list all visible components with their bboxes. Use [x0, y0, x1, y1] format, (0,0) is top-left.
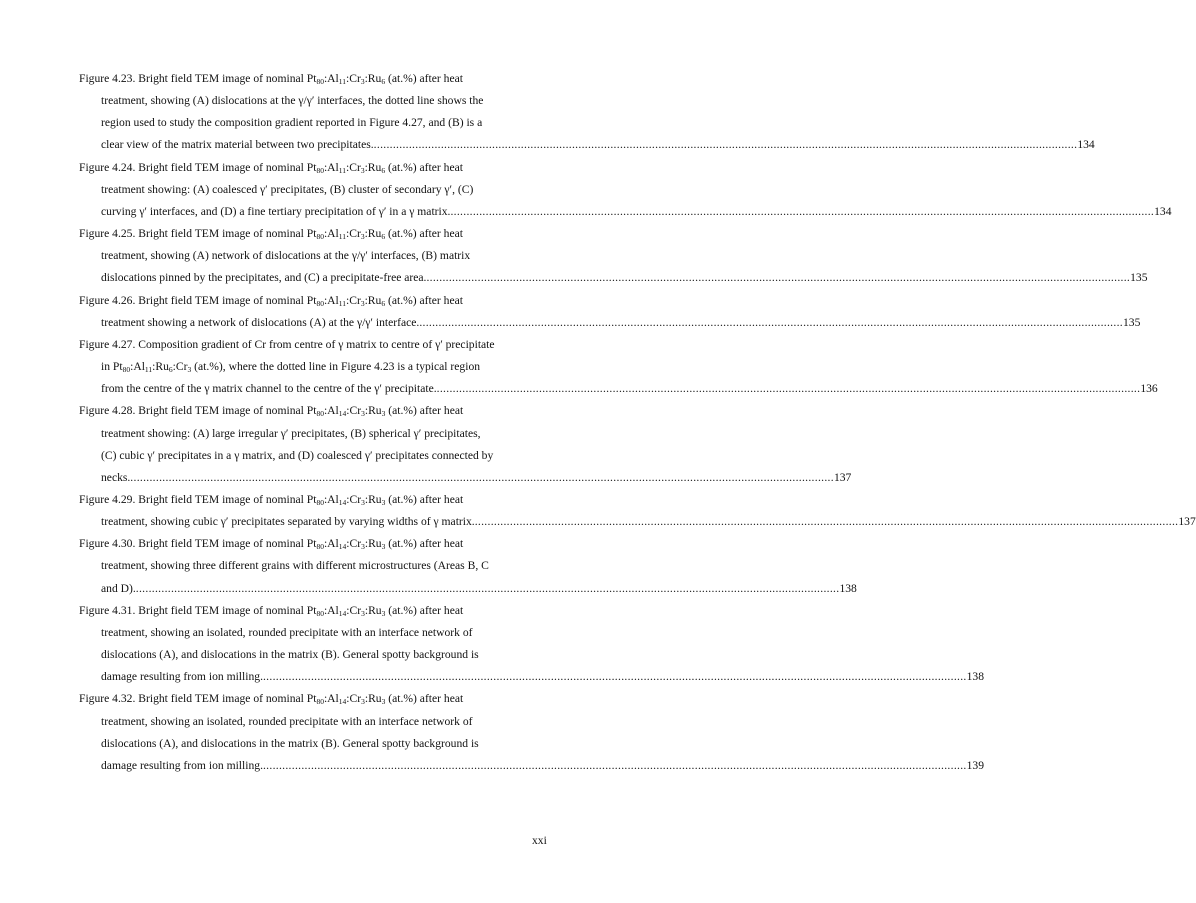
- figure-entry-line: [79, 134, 1095, 156]
- figure-entry-line: treatment showing: (A) large irregular γ′ precipitates, (B) spherical γ′ precipitates,: [101, 426, 481, 440]
- figure-entry-line: [79, 467, 852, 489]
- figure-entry-line: dislocations (A), and dislocations in the matrix (B). General spotty background is: [101, 736, 479, 750]
- figure-entry-line: treatment, showing (A) network of dislocations at the γ/γ′ interfaces, (B) matrix: [101, 249, 471, 263]
- figure-entry: [79, 600, 985, 689]
- figure-entry: [79, 68, 1095, 157]
- figure-page-ref[interactable]: 137: [833, 470, 852, 484]
- figure-entry-line: [79, 267, 1148, 289]
- dot-leader: ............................................................................................................................................................................................................................: [436, 382, 1141, 396]
- figure-entry-line: treatment, showing an isolated, rounded precipitate with an interface network of: [101, 625, 473, 639]
- figure-entry-line: dislocations (A), and dislocations in the matrix (B). General spotty background is: [101, 648, 479, 662]
- figure-entry-line: Figure 4.32. Bright field TEM image of nominal $Pt_{80}:Al_{14}:Cr_3:Ru_3$ (at.%) after heat: [79, 692, 464, 707]
- figure-entry-line: treatment, showing an isolated, rounded precipitate with an interface network of: [101, 714, 473, 728]
- figure-entry-line: [79, 666, 985, 688]
- figure-entry-line: Figure 4.25. Bright field TEM image of nominal $Pt_{80}:Al_{11}:Cr_3:Ru_6$ (at.%) after heat: [79, 227, 463, 242]
- figure-entry-text: treatment showing a network of dislocations (A) at the γ/γ′ interface.: [101, 315, 420, 329]
- figure-entry-line: (C) cubic γ′ precipitates in a γ matrix, and (D) coalesced γ′ precipitates connected by: [101, 448, 494, 462]
- dot-leader: ............................................................................................................................................................................................................................: [474, 515, 1179, 529]
- figure-entry-line: treatment, showing three different grains with different microstructures (Areas B, C: [101, 559, 489, 573]
- figure-page-ref[interactable]: 134: [1077, 138, 1095, 152]
- figure-entry-text: dislocations pinned by the precipitates, and (C) a precipitate-free area.: [101, 271, 427, 285]
- dot-leader: ............................................................................................................................................................................................................................: [262, 670, 967, 684]
- figure-entry: [79, 533, 857, 599]
- figure-entry-line: Figure 4.26. Bright field TEM image of nominal $Pt_{80}:Al_{11}:Cr_3:Ru_6$ (at.%) after heat: [79, 293, 463, 308]
- dot-leader: ............................................................................................................................................................................................................................: [262, 758, 967, 772]
- figure-entry-line: Figure 4.23. Bright field TEM image of nominal $Pt_{80}:Al_{11}:Cr_3:Ru_6$ (at.%) after heat: [79, 72, 463, 86]
- figure-entry: [79, 157, 1172, 223]
- figure-entry-line: Figure 4.27. Composition gradient of Cr from centre of γ matrix to centre of γ′ precipitate: [79, 337, 495, 351]
- figure-page-ref[interactable]: 136: [1140, 382, 1158, 396]
- page-number: xxi: [532, 834, 547, 847]
- figure-page-ref[interactable]: 138: [966, 670, 985, 684]
- figure-entry-line: treatment showing: (A) coalesced γ′ precipitates, (B) cluster of secondary γ′, (C): [101, 182, 474, 196]
- figure-entry-line: Figure 4.31. Bright field TEM image of nominal $Pt_{80}:Al_{14}:Cr_3:Ru_3$ (at.%) after heat: [79, 603, 464, 618]
- figure-entry-text: clear view of the matrix material between two precipitates.: [101, 138, 374, 152]
- figure-entry-line: [79, 578, 857, 600]
- figure-entry-line: in $Pt_{80}:Al_{11}:Ru_6:Cr_3$ (at.%), where the dotted line in Figure 4.23 is a typical region: [101, 360, 481, 375]
- figure-entry-text: treatment, showing cubic γ′ precipitates separated by varying widths of γ matrix.: [101, 515, 475, 529]
- figure-entry-text: from the centre of the γ matrix channel to the centre of the γ′ precipitate.: [101, 382, 437, 396]
- figure-entry-line: Figure 4.28. Bright field TEM image of nominal $Pt_{80}:Al_{14}:Cr_3:Ru_3$ (at.%) after heat: [79, 404, 464, 419]
- figure-entry-text: damage resulting from ion milling.: [101, 670, 263, 684]
- figure-entry: [79, 489, 1196, 533]
- figure-entry: [79, 400, 852, 489]
- figure-entry-line: Figure 4.24. Bright field TEM image of nominal $Pt_{80}:Al_{11}:Cr_3:Ru_6$ (at.%) after heat: [79, 160, 463, 175]
- figure-page-ref[interactable]: 137: [1178, 515, 1196, 529]
- figure-entry-text: necks.: [101, 470, 131, 484]
- dot-leader: ............................................................................................................................................................................................................................: [450, 204, 1155, 218]
- figure-entry: [79, 223, 1148, 289]
- figure-entry-text: damage resulting from ion milling.: [101, 758, 263, 772]
- figure-page-ref[interactable]: 139: [966, 758, 985, 772]
- dot-leader: ............................................................................................................................................................................................................................: [135, 581, 840, 595]
- figure-page-ref[interactable]: 135: [1130, 271, 1148, 285]
- dot-leader: ............................................................................................................................................................................................................................: [373, 138, 1078, 152]
- figure-entry-line: Figure 4.30. Bright field TEM image of nominal $Pt_{80}:Al_{14}:Cr_3:Ru_3$ (at.%) after heat: [79, 537, 464, 552]
- figure-entry-line: region used to study the composition gradient reported in Figure 4.27, and (B) is a: [101, 116, 483, 130]
- figure-entry-line: [79, 378, 1158, 400]
- figure-entry-line: [79, 511, 1196, 533]
- figure-entry: [79, 688, 985, 777]
- dot-leader: ............................................................................................................................................................................................................................: [419, 315, 1123, 329]
- figure-entry: [79, 334, 1158, 400]
- figure-entry: [79, 290, 1141, 334]
- figure-entry-line: [79, 201, 1172, 223]
- figure-page-ref[interactable]: 135: [1122, 315, 1141, 329]
- figure-entry-line: [79, 312, 1141, 334]
- figure-page-ref[interactable]: 134: [1154, 204, 1172, 218]
- figure-page-ref[interactable]: 138: [839, 581, 857, 595]
- figure-entry-text: curving γ′ interfaces, and (D) a fine tertiary precipitation of γ′ in a γ matrix.: [101, 204, 451, 218]
- figure-entry-line: [79, 755, 985, 777]
- figure-entry-line: treatment, showing (A) dislocations at the γ/γ′ interfaces, the dotted line shows the: [101, 94, 484, 108]
- dot-leader: ............................................................................................................................................................................................................................: [426, 271, 1131, 285]
- list-of-figures: [79, 68, 1196, 777]
- figure-entry-line: Figure 4.29. Bright field TEM image of nominal $Pt_{80}:Al_{14}:Cr_3:Ru_3$ (at.%) after heat: [79, 492, 464, 507]
- figure-entry-text: and D).: [101, 581, 136, 595]
- dot-leader: ............................................................................................................................................................................................................................: [130, 470, 834, 484]
